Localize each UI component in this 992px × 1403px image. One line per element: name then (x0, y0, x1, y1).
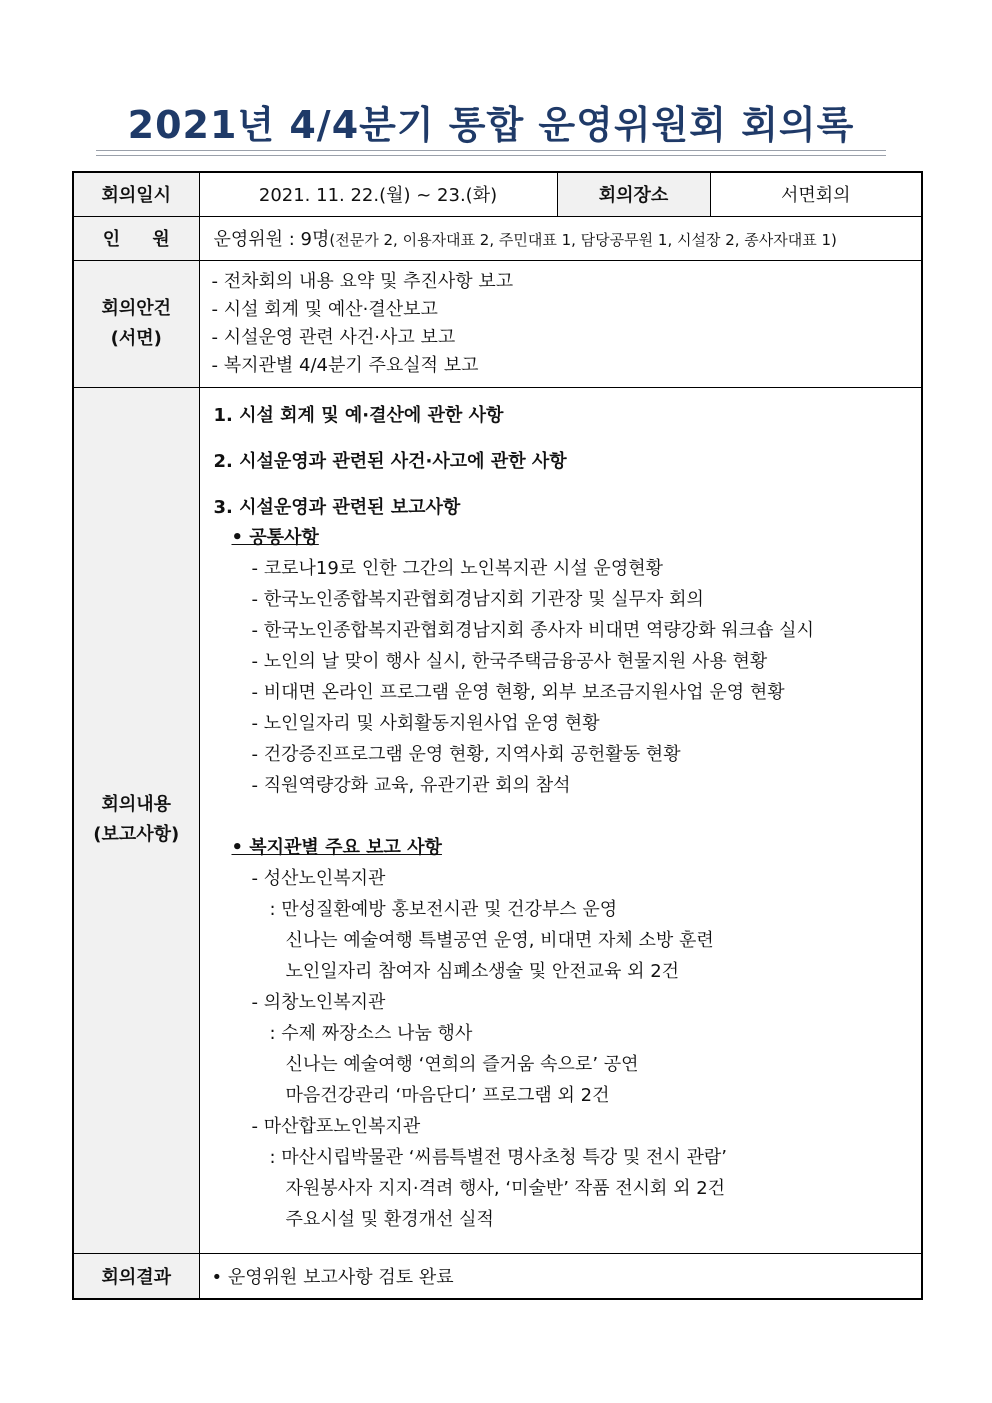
center-report-line: : 만성질환예방 홍보전시관 및 건강부스 운영 (269, 898, 618, 920)
common-item: - 직원역량강화 교육, 유관기관 회의 참석 (251, 774, 571, 796)
common-item: - 한국노인종합복지관협회경남지회 종사자 비대면 역량강화 워크숍 실시 (251, 619, 814, 641)
content-body (199, 387, 922, 1253)
center-report-line: 자원봉사자 지지·격려 행사, ‘미술반’ 작품 전시회 외 2건 (285, 1177, 726, 1199)
title-underline (96, 150, 886, 156)
agenda-item: - 전차회의 내용 요약 및 추진사항 보고 (211, 270, 514, 292)
row-content (73, 387, 922, 1253)
agenda-label-line1: 회의안건 (101, 297, 172, 319)
center-report-line: : 수제 짜장소스 나눔 행사 (269, 1022, 473, 1044)
agenda-item: - 시설 회계 및 예산·결산보고 (211, 298, 438, 320)
page-title: 2021년 4/4분기 통합 운영위원회 회의록 (127, 103, 855, 147)
content-label-line1: 회의내용 (101, 794, 172, 815)
center-report-line: : 마산시립박물관 ‘씨름특별전 명사초청 특강 및 전시 관람’ (269, 1146, 727, 1168)
result-label: 회의결과 (73, 1253, 199, 1299)
members-value (199, 216, 922, 260)
center-reports-heading: • 복지관별 주요 보고 사항 (231, 836, 442, 858)
row-agenda (73, 260, 922, 387)
meeting-date-value: 2021. 11. 22.(월) ~ 23.(화) (199, 172, 557, 216)
meeting-place-label: 회의장소 (557, 172, 710, 216)
members-label-text: 인 원 (102, 229, 170, 250)
agenda-label-line2: (서면) (110, 327, 162, 349)
common-item: - 건강증진프로그램 운영 현황, 지역사회 공헌활동 현황 (251, 743, 681, 765)
common-item: - 한국노인종합복지관협회경남지회 기관장 및 실무자 회의 (251, 588, 704, 610)
agenda-label (73, 260, 199, 387)
meeting-date-label: 회의일시 (73, 172, 199, 216)
center-name: - 마산합포노인복지관 (251, 1115, 421, 1137)
members-detail: (전문가 2, 이용자대표 2, 주민대표 1, 담당공무원 1, 시설장 2, 종사자대표 1) (329, 231, 837, 249)
common-item: - 노인의 날 맞이 행사 실시, 한국주택금융공사 현물지원 사용 현황 (251, 650, 768, 672)
agenda-item: - 복지관별 4/4분기 주요실적 보고 (211, 354, 479, 376)
center-name: - 의창노인복지관 (251, 991, 386, 1013)
members-label (73, 216, 199, 260)
agenda-list (199, 260, 922, 387)
section-3-heading: 3. 시설운영과 관련된 보고사항 (213, 496, 461, 518)
section-1-heading: 1. 시설 회계 및 예·결산에 관한 사항 (213, 404, 504, 426)
section-2-heading: 2. 시설운영과 관련된 사건·사고에 관한 사항 (213, 450, 567, 472)
agenda-item: - 시설운영 관련 사건·사고 보고 (211, 326, 456, 348)
common-item: - 노인일자리 및 사회활동지원사업 운영 현황 (251, 712, 600, 734)
center-report-line: 마음건강관리 ‘마음단디’ 프로그램 외 2건 (285, 1084, 610, 1106)
center-report-line: 신나는 예술여행 특별공연 운영, 비대면 자체 소방 훈련 (285, 929, 714, 951)
center-report-line: 노인일자리 참여자 심폐소생술 및 안전교육 외 2건 (285, 960, 680, 982)
members-lead: 운영위원 : 9명 (213, 229, 330, 250)
center-report-line: 주요시설 및 환경개선 실적 (285, 1208, 494, 1230)
result-value: • 운영위원 보고사항 검토 완료 (199, 1253, 922, 1299)
minutes-table (72, 171, 923, 1300)
common-items-heading: • 공통사항 (231, 526, 319, 548)
content-label-line2: (보고사항) (93, 824, 180, 845)
center-name: - 성산노인복지관 (251, 867, 386, 889)
row-result (73, 1253, 922, 1299)
common-item: - 비대면 온라인 프로그램 운영 현황, 외부 보조금지원사업 운영 현황 (251, 681, 785, 703)
content-label (73, 387, 199, 1253)
center-report-line: 신나는 예술여행 ‘연희의 즐거움 속으로’ 공연 (285, 1053, 639, 1075)
row-meeting-date (73, 172, 922, 216)
row-members (73, 216, 922, 260)
meeting-place-value: 서면회의 (710, 172, 922, 216)
common-item: - 코로나19로 인한 그간의 노인복지관 시설 운영현황 (251, 557, 663, 579)
